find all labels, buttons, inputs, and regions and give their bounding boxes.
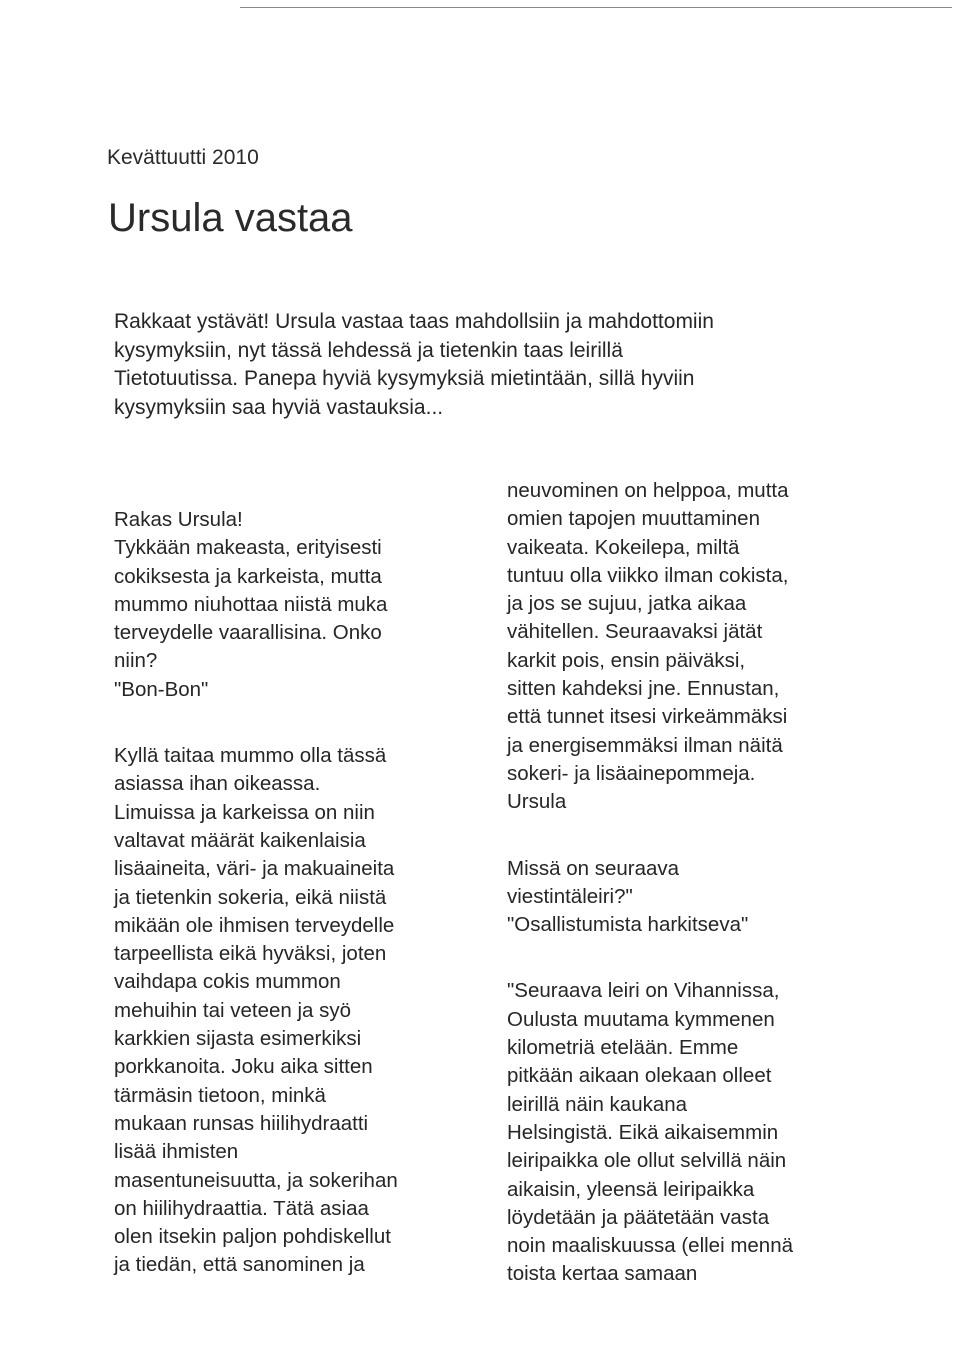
top-rule	[240, 7, 952, 8]
intro-paragraph: Rakkaat ystävät! Ursula vastaa taas mahdollsiin ja mahdottomiin kysymyksiin, nyt tässä lehdessä ja tietenkin taas leirillä Tietotuutissa. Panepa hyviä kysymyksiä mietintään, sillä hyviin kysymyksiin saa hyviä vastauksia...	[114, 310, 714, 419]
question-2-signature: "Osallistumista harkitseva"	[507, 913, 749, 937]
answer-2: "Seuraava leiri on Vihannissa, Oulusta muutama kymmenen kilometriä etelään. Emme pitkään aikaan olekaan olleet leirillä näin kaukana Helsingistä. Eikä aikaisemmin leiripaikka ole ollut selvillä näin aikaisin, yleensä leiripaikka löydetään ja päätetään vasta noin maaliskuussa (ellei mennä toista kertaa samaan	[507, 979, 794, 1286]
answer-continued: neuvominen on helppoa, mutta omien tapojen muuttaminen vaikeata. Kokeilepa, miltä tuntuu olla viikko ilman cokista, ja jos se sujuu, jatka aikaa vähitellen. Seuraavaksi jätät karkit pois, ensin päiväksi, sitten kahdeksi jne. Ennustan, että tunnet itsesi virkeämmäksi ja energisemmäksi ilman näitä sokeri- ja lisäainepommeja.	[507, 479, 789, 785]
letter-body: Tykkään makeasta, erityisesti cokiksesta ja karkeista, mutta mummo niuhottaa niistä muka terveydelle vaarallisina. Onko niin?	[114, 536, 388, 673]
answer-body: Kyllä taitaa mummo olla tässä asiassa ihan oikeassa. Limuissa ja karkeissa on niin valtavat määrät kaikenlaisia lisäaineita, väri- ja makuaineita ja tietenkin sokeria, eikä niistä mikään ole ihmisen terveydelle tarpeellista eikä hyväksi, joten vaihdapa cokis mummon mehuihin tai veteen ja syö karkkien sijasta esimerkiksi porkkanoita. Joku aika sitten tärmäsin tietoon, minkä mukaan runsas hiilihydraatti lisää ihmisten masentuneisuutta, ja sokerihan on hiilihydraattia. Tätä asiaa olen itsekin paljon pohdiskellut ja tiedän, että sanominen ja	[114, 744, 398, 1277]
letter-signature: "Bon-Bon"	[114, 677, 209, 701]
letter-salutation: Rakas Ursula!	[114, 508, 243, 531]
left-column	[114, 506, 474, 1280]
right-column	[507, 477, 867, 1289]
issue-label: Kevättuutti 2010	[107, 146, 259, 169]
answer-signature: Ursula	[507, 790, 567, 814]
question-2: Missä on seuraava viestintäleiri?"	[507, 856, 680, 908]
article-title: Ursula vastaa	[108, 196, 353, 240]
